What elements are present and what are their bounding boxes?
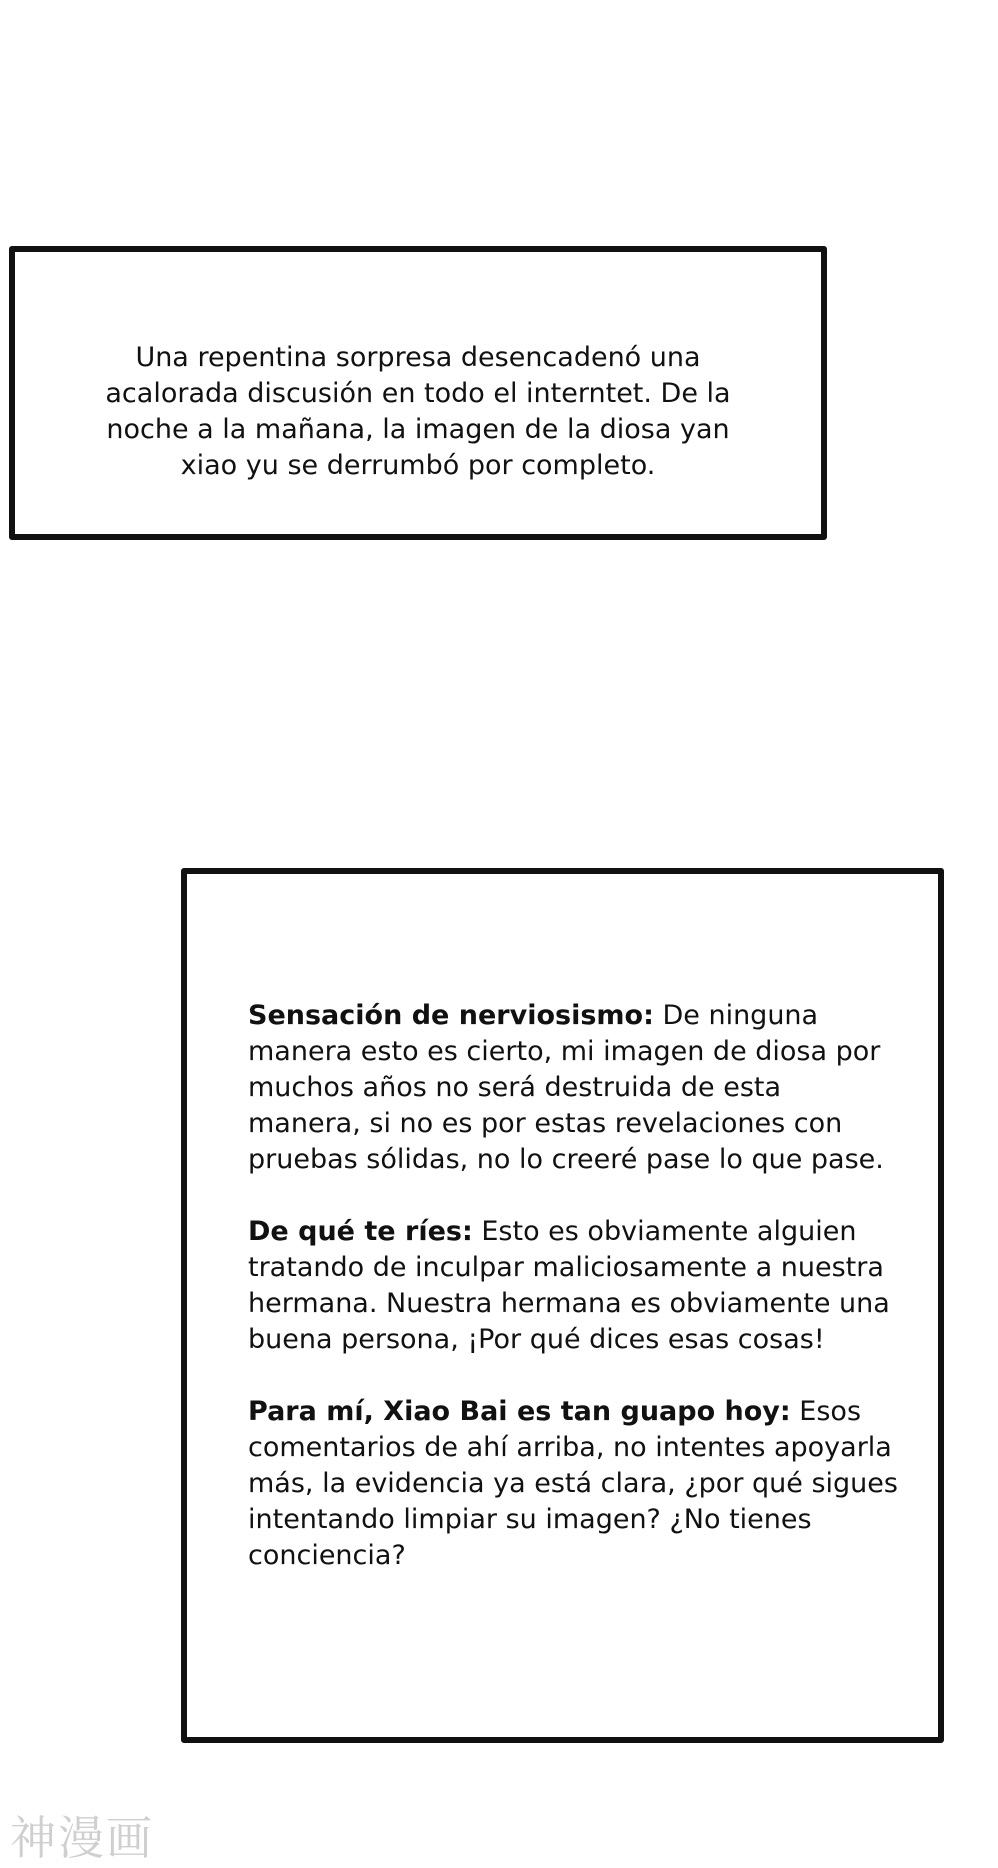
- narration-panel: [9, 246, 827, 540]
- comment-item: [248, 1394, 902, 1574]
- comments-list: [248, 998, 902, 1610]
- narration-text: Una repentina sorpresa desencadenó una acalorada discusión en todo el interntet. De la noche a la mañana, la imagen de la diosa yan xiao yu se derrumbó por completo.: [105, 342, 731, 481]
- comment-item: [248, 1214, 902, 1358]
- comment-text: De ninguna manera esto es cierto, mi imagen de diosa por muchos años no será destruida de esta manera, si no es por estas revelaciones con pruebas sólidas, no lo creeré pase lo que pase.: [248, 1000, 884, 1175]
- comment-username: Sensación de nerviosismo:: [248, 1000, 654, 1031]
- watermark-logo: 神漫画: [10, 1811, 154, 1865]
- comment-username: De qué te ríes:: [248, 1216, 473, 1247]
- comment-username: Para mí, Xiao Bai es tan guapo hoy:: [248, 1396, 791, 1427]
- comments-panel: [181, 868, 944, 1743]
- comment-text: Esto es obviamente alguien tratando de inculpar maliciosamente a nuestra hermana. Nuestra hermana es obviamente una buena persona, ¡Por qué dices esas cosas!: [248, 1216, 890, 1355]
- comment-item: [248, 998, 902, 1178]
- comment-text: Esos comentarios de ahí arriba, no intentes apoyarla más, la evidencia ya está clara, ¿por qué sigues intentando limpiar su imagen? ¿No tienes conciencia?: [248, 1396, 898, 1571]
